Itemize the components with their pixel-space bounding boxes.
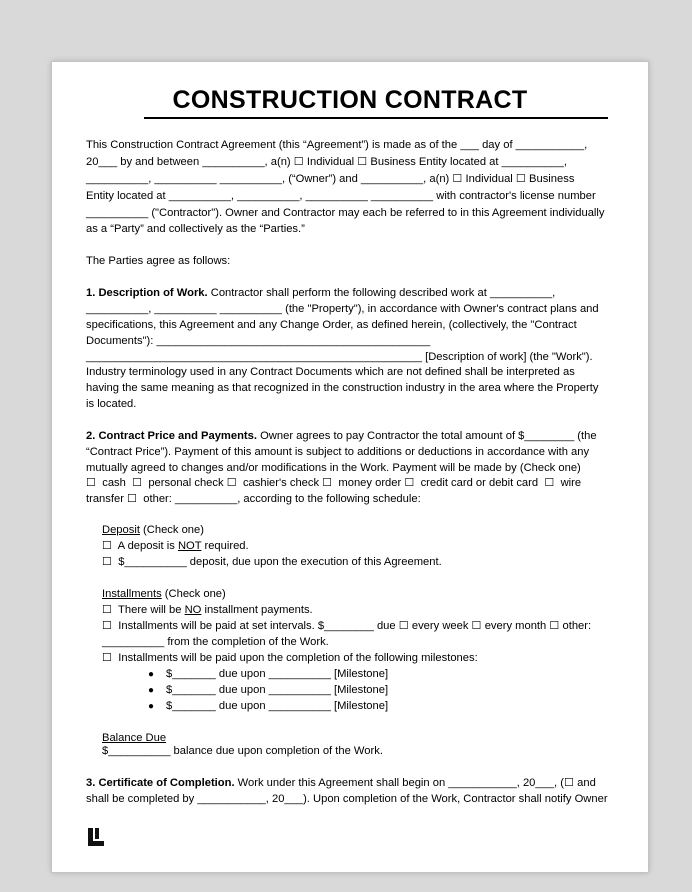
intro-line: __________ ("Contractor"). Owner and Contractor may each be referred to in this Agreement individually xyxy=(86,207,605,219)
bullet-icon: ● xyxy=(148,701,155,712)
bullet-icon: ● xyxy=(148,685,155,696)
section-2-heading: 2. Contract Price and Payments. xyxy=(86,430,257,442)
section-1-line: Industry terminology used in any Contract Documents which are not defined shall be interpreted as xyxy=(86,366,575,378)
intro-line: This Construction Contract Agreement (this “Agreement”) is made as of the ___ day of ___________, xyxy=(86,139,588,151)
intro-line: as a “Party” and collectively as the “Parties.” xyxy=(86,223,305,235)
installments-heading: Installments xyxy=(102,588,162,600)
installments-option: ☐ Installments will be paid upon the completion of the following milestones: xyxy=(102,652,478,664)
balance-due-heading: Balance Due xyxy=(102,732,167,744)
section-2-line: mutually agreed to changes and/or modifications in the Work. Payment will be made by (Check one) xyxy=(86,462,581,474)
section-1-line: having the same meaning as that recognized in the construction industry in the area where the Property xyxy=(86,382,599,394)
deposit-heading-line: Deposit (Check one) xyxy=(102,524,204,536)
intro-line: 20___ by and between __________, a(n) ☐ Individual ☐ Business Entity located at __________, xyxy=(86,156,567,168)
section-3-line: shall be completed by ___________, 20___). Upon completion of the Work, Contractor shall notify Owner xyxy=(86,793,608,805)
section-3-line: 3. Certificate of Completion. Work under this Agreement shall begin on ___________, 20___, (☐ and xyxy=(86,777,596,789)
section-1-line: ______________________________________________________ [Description of work] (the "Work"). xyxy=(86,351,593,363)
document-title: CONSTRUCTION CONTRACT xyxy=(172,86,528,114)
deposit-heading: Deposit xyxy=(102,524,140,536)
section-1-line: Documents"): ____________________________________________ xyxy=(86,335,431,347)
intro-line: Entity located at __________, __________, __________ __________ with contractor's license number xyxy=(86,190,596,202)
installments-heading-line: Installments (Check one) xyxy=(102,588,226,600)
parties-agree: The Parties agree as follows: xyxy=(86,255,231,267)
title-underline xyxy=(144,117,608,119)
section-1-line: __________, __________ __________ (the "Property"), in accordance with Owner's contract plans and xyxy=(86,303,599,315)
section-1-heading: 1. Description of Work. xyxy=(86,287,208,299)
installments-option-cont: __________ from the completion of the Work. xyxy=(102,636,329,648)
section-2-line: “Contract Price”). Payment of this amount is subject to additions or deductions in accordance with any xyxy=(86,446,590,458)
document-page xyxy=(52,62,648,872)
milestone-line: $_______ due upon __________ [Milestone] xyxy=(166,700,389,712)
milestone-line: $_______ due upon __________ [Milestone] xyxy=(166,684,389,696)
milestone-line: $_______ due upon __________ [Milestone] xyxy=(166,668,389,680)
payment-method-options: ☐ cash ☐ personal check ☐ cashier's check ☐ money order ☐ credit card or debit card ☐ wire xyxy=(86,477,582,489)
balance-due-line: $__________ balance due upon completion of the Work. xyxy=(102,745,383,757)
section-1-line: is located. xyxy=(86,398,137,410)
deposit-option: ☐ $__________ deposit, due upon the execution of this Agreement. xyxy=(102,556,442,568)
section-1-line: specifications, this Agreement and any Change Order, as defined herein, (collectively, the "Contract xyxy=(86,319,577,331)
section-1-line: 1. Description of Work. Contractor shall perform the following described work at __________, xyxy=(86,287,556,299)
section-2-line: 2. Contract Price and Payments. Owner agrees to pay Contractor the total amount of $________ (the xyxy=(86,430,597,442)
installments-option: ☐ Installments will be paid at set intervals. $________ due ☐ every week ☐ every month ☐ other: xyxy=(102,620,592,632)
deposit-option: ☐ A deposit is NOT required. xyxy=(102,540,249,552)
bullet-icon: ● xyxy=(148,669,155,680)
intro-line: __________, __________ __________, (“Owner”) and __________, a(n) ☐ Individual ☐ Business xyxy=(86,173,575,185)
installments-option: ☐ There will be NO installment payments. xyxy=(102,604,313,616)
section-2-line: transfer ☐ other: __________, according to the following schedule: xyxy=(86,493,421,505)
legal-templates-logo-icon xyxy=(88,828,104,846)
section-3-heading: 3. Certificate of Completion. xyxy=(86,777,235,789)
